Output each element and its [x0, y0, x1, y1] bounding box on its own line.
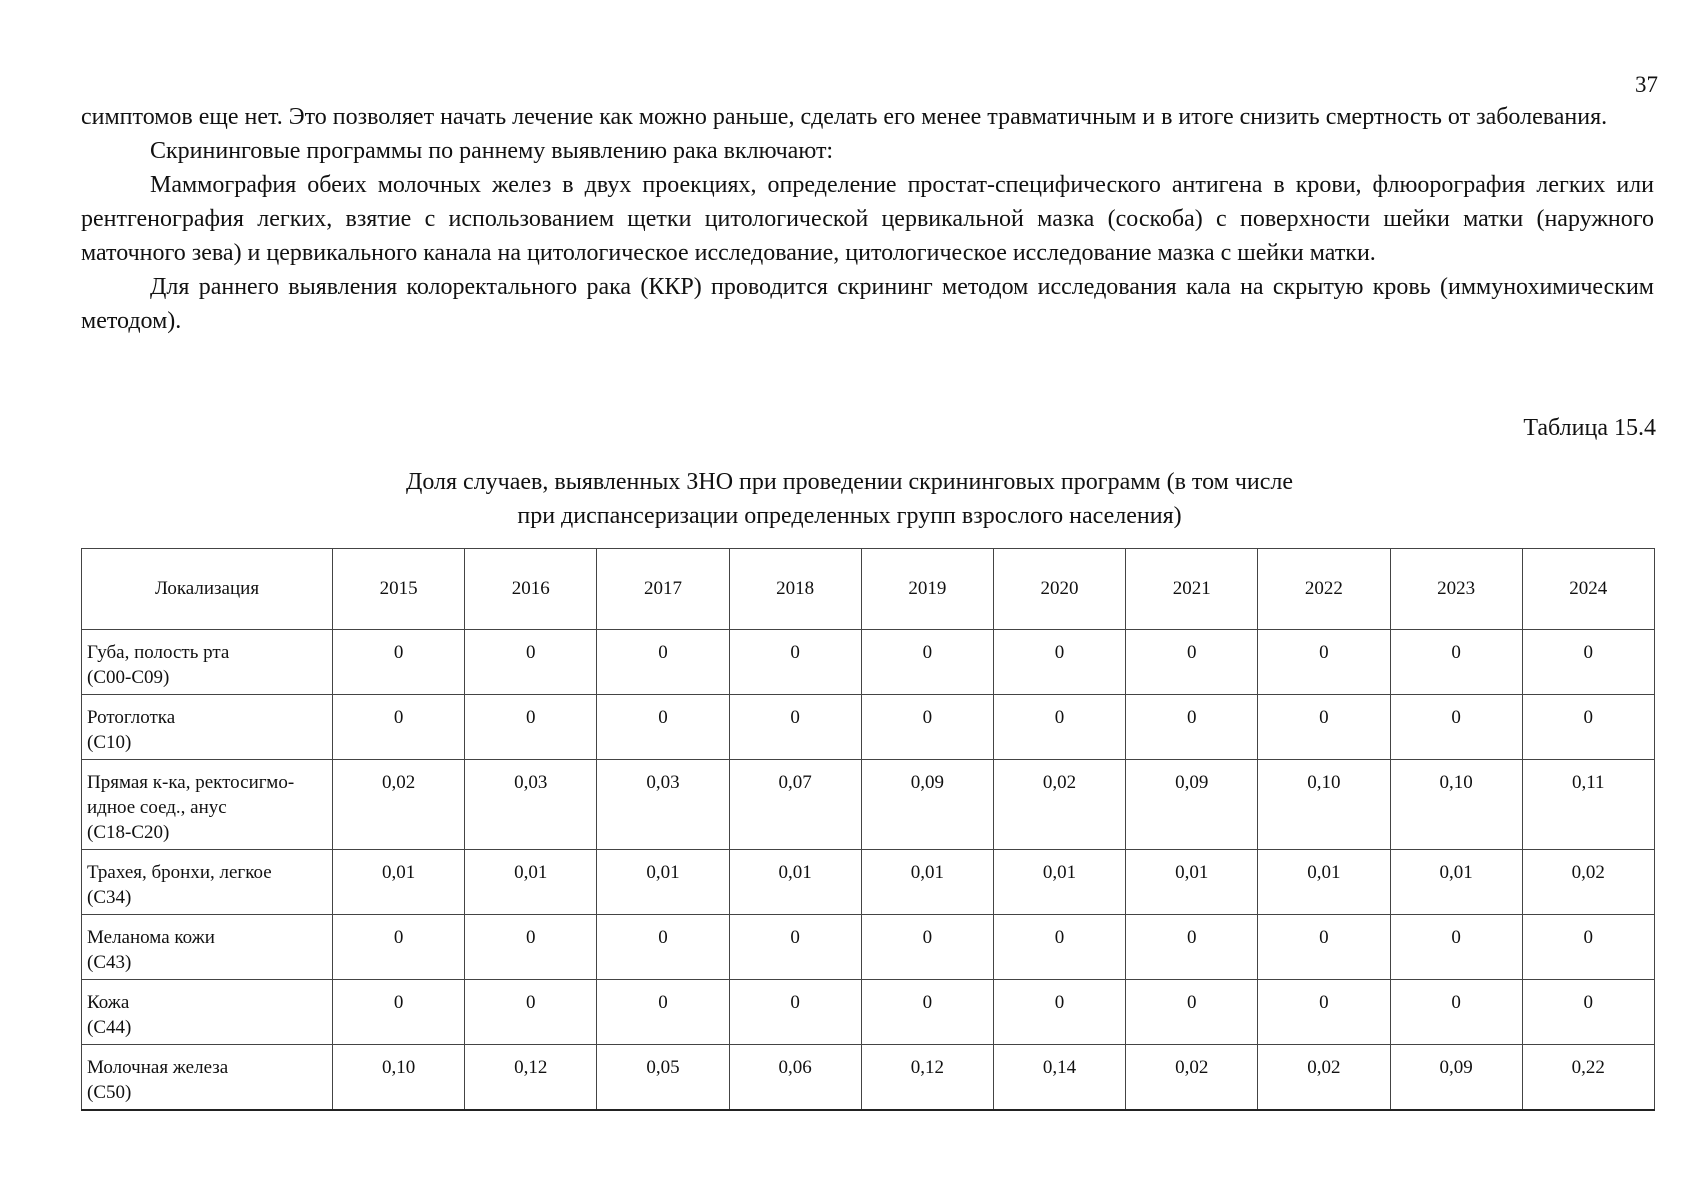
localization-line: идное соед., анус: [87, 797, 227, 818]
cell-value: 0,12: [465, 1045, 597, 1111]
cell-value: 0: [465, 630, 597, 695]
cell-value: 0: [729, 915, 861, 980]
cell-value: 0: [1126, 630, 1258, 695]
cell-value: 0: [861, 630, 993, 695]
cell-value: 0: [597, 915, 729, 980]
cell-localization: [82, 695, 333, 760]
header-year: 2022: [1258, 549, 1390, 630]
cell-value: 0: [1258, 980, 1390, 1045]
localization-line: (С43): [87, 952, 132, 973]
paragraph-4: Для раннего выявления колоректального рака (ККР) проводится скрининг методом исследования кала на скрытую кровь (иммунохимическим методом).: [81, 274, 1654, 334]
cell-value: 0,01: [1258, 850, 1390, 915]
cell-value: 0: [1390, 915, 1522, 980]
localization-line: (С50): [87, 1082, 132, 1103]
cell-value: 0,02: [1522, 850, 1654, 915]
cell-value: 0: [465, 980, 597, 1045]
paragraph-3: Маммография обеих молочных желез в двух проекциях, определение простат-специфического антигена в крови, флюорография легких или рентгенография легких, взятие с использованием щетки цитологической цервикальной мазка (соскоба) с поверхности шейки матки (наружного маточного зева) и цервикального канала на цитологическое исследование, цитологическое исследование мазка с шейки матки.: [81, 172, 1654, 266]
cell-value: 0,01: [597, 850, 729, 915]
table-row: [82, 915, 1655, 980]
cell-value: 0: [597, 695, 729, 760]
cell-localization: [82, 630, 333, 695]
localization-line: (С10): [87, 732, 132, 753]
body-text: [81, 100, 1654, 338]
cell-value: 0,01: [1390, 850, 1522, 915]
cell-value: 0: [729, 695, 861, 760]
cell-value: 0: [993, 695, 1125, 760]
cell-value: 0,02: [1258, 1045, 1390, 1111]
cell-value: 0: [1258, 630, 1390, 695]
paragraph-1: симптомов еще нет. Это позволяет начать лечение как можно раньше, сделать его менее травматичным и в итоге снизить смертность от заболевания.: [81, 104, 1608, 130]
localization-line: (С44): [87, 1017, 132, 1038]
localization-line: Трахея, бронхи, легкое: [87, 862, 272, 883]
table-header-row: [82, 549, 1655, 630]
cell-value: 0,05: [597, 1045, 729, 1111]
localization-line: Кожа: [87, 992, 130, 1013]
cell-value: 0,09: [1390, 1045, 1522, 1111]
header-localization: Локализация: [82, 549, 333, 630]
cell-value: 0: [1258, 915, 1390, 980]
table-title: [0, 465, 1699, 533]
cell-value: 0: [1258, 695, 1390, 760]
cell-value: 0: [993, 980, 1125, 1045]
localization-line: Меланома кожи: [87, 927, 215, 948]
table-title-line-2: при диспансеризации определенных групп взрослого населения): [517, 503, 1182, 529]
localization-line: Молочная железа: [87, 1057, 229, 1078]
cell-value: 0,01: [861, 850, 993, 915]
cell-value: 0: [1522, 695, 1654, 760]
cell-localization: [82, 850, 333, 915]
table-row: [82, 695, 1655, 760]
cell-value: 0,07: [729, 760, 861, 850]
header-year: 2021: [1126, 549, 1258, 630]
cell-localization: [82, 760, 333, 850]
cell-value: 0: [1522, 980, 1654, 1045]
cell-value: 0: [1126, 915, 1258, 980]
cell-localization: [82, 980, 333, 1045]
cell-value: 0: [993, 630, 1125, 695]
cell-value: 0,02: [333, 760, 465, 850]
cell-value: 0,01: [729, 850, 861, 915]
cell-value: 0: [333, 915, 465, 980]
paragraph-2: Скрининговые программы по раннему выявлению рака включают:: [150, 138, 834, 164]
cell-value: 0: [1126, 980, 1258, 1045]
header-year: 2024: [1522, 549, 1654, 630]
cell-value: 0,11: [1522, 760, 1654, 850]
cell-value: 0,12: [861, 1045, 993, 1111]
cell-value: 0,01: [1126, 850, 1258, 915]
table-row: [82, 760, 1655, 850]
localization-line: (С00-С09): [87, 667, 170, 688]
cell-value: 0: [1126, 695, 1258, 760]
header-year: 2015: [333, 549, 465, 630]
header-year: 2016: [465, 549, 597, 630]
cell-value: 0: [465, 915, 597, 980]
table-number: Таблица 15.4: [1523, 415, 1656, 441]
cell-value: 0: [465, 695, 597, 760]
cell-value: 0,10: [1390, 760, 1522, 850]
header-year: 2017: [597, 549, 729, 630]
cell-value: 0: [729, 980, 861, 1045]
cell-value: 0: [993, 915, 1125, 980]
page-number: 37: [1635, 72, 1658, 97]
header-year: 2018: [729, 549, 861, 630]
cell-value: 0,02: [1126, 1045, 1258, 1111]
cell-value: 0: [861, 695, 993, 760]
cell-value: 0: [861, 980, 993, 1045]
table-title-line-1: Доля случаев, выявленных ЗНО при проведении скрининговых программ (в том числе: [405, 469, 1294, 495]
cell-value: 0: [333, 630, 465, 695]
localization-line: (С34): [87, 887, 132, 908]
header-year: 2023: [1390, 549, 1522, 630]
cell-value: 0,01: [333, 850, 465, 915]
table-row: [82, 630, 1655, 695]
cell-value: 0: [597, 630, 729, 695]
cell-value: 0,01: [465, 850, 597, 915]
cell-value: 0: [1522, 915, 1654, 980]
cell-value: 0,10: [1258, 760, 1390, 850]
cell-value: 0: [861, 915, 993, 980]
header-year: 2019: [861, 549, 993, 630]
cell-value: 0: [1390, 695, 1522, 760]
table-row: [82, 980, 1655, 1045]
cell-value: 0: [1390, 980, 1522, 1045]
cell-value: 0,02: [993, 760, 1125, 850]
cell-value: 0,14: [993, 1045, 1125, 1111]
screening-table: [81, 548, 1655, 1111]
cell-localization: [82, 1045, 333, 1111]
cell-value: 0,01: [993, 850, 1125, 915]
localization-line: (С18-С20): [87, 822, 170, 843]
localization-line: Прямая к-ка, ректосигмо-: [87, 772, 295, 793]
cell-value: 0,03: [597, 760, 729, 850]
cell-value: 0: [333, 695, 465, 760]
header-year: 2020: [993, 549, 1125, 630]
cell-value: 0,09: [861, 760, 993, 850]
cell-value: 0,03: [465, 760, 597, 850]
cell-value: 0: [597, 980, 729, 1045]
localization-line: Ротоглотка: [87, 707, 176, 728]
localization-line: Губа, полость рта: [87, 642, 230, 663]
cell-value: 0: [1390, 630, 1522, 695]
cell-localization: [82, 915, 333, 980]
cell-value: 0,06: [729, 1045, 861, 1111]
cell-value: 0,09: [1126, 760, 1258, 850]
cell-value: 0: [729, 630, 861, 695]
cell-value: 0: [333, 980, 465, 1045]
cell-value: 0,22: [1522, 1045, 1654, 1111]
table-row: [82, 1045, 1655, 1111]
cell-value: 0: [1522, 630, 1654, 695]
table-row: [82, 850, 1655, 915]
cell-value: 0,10: [333, 1045, 465, 1111]
